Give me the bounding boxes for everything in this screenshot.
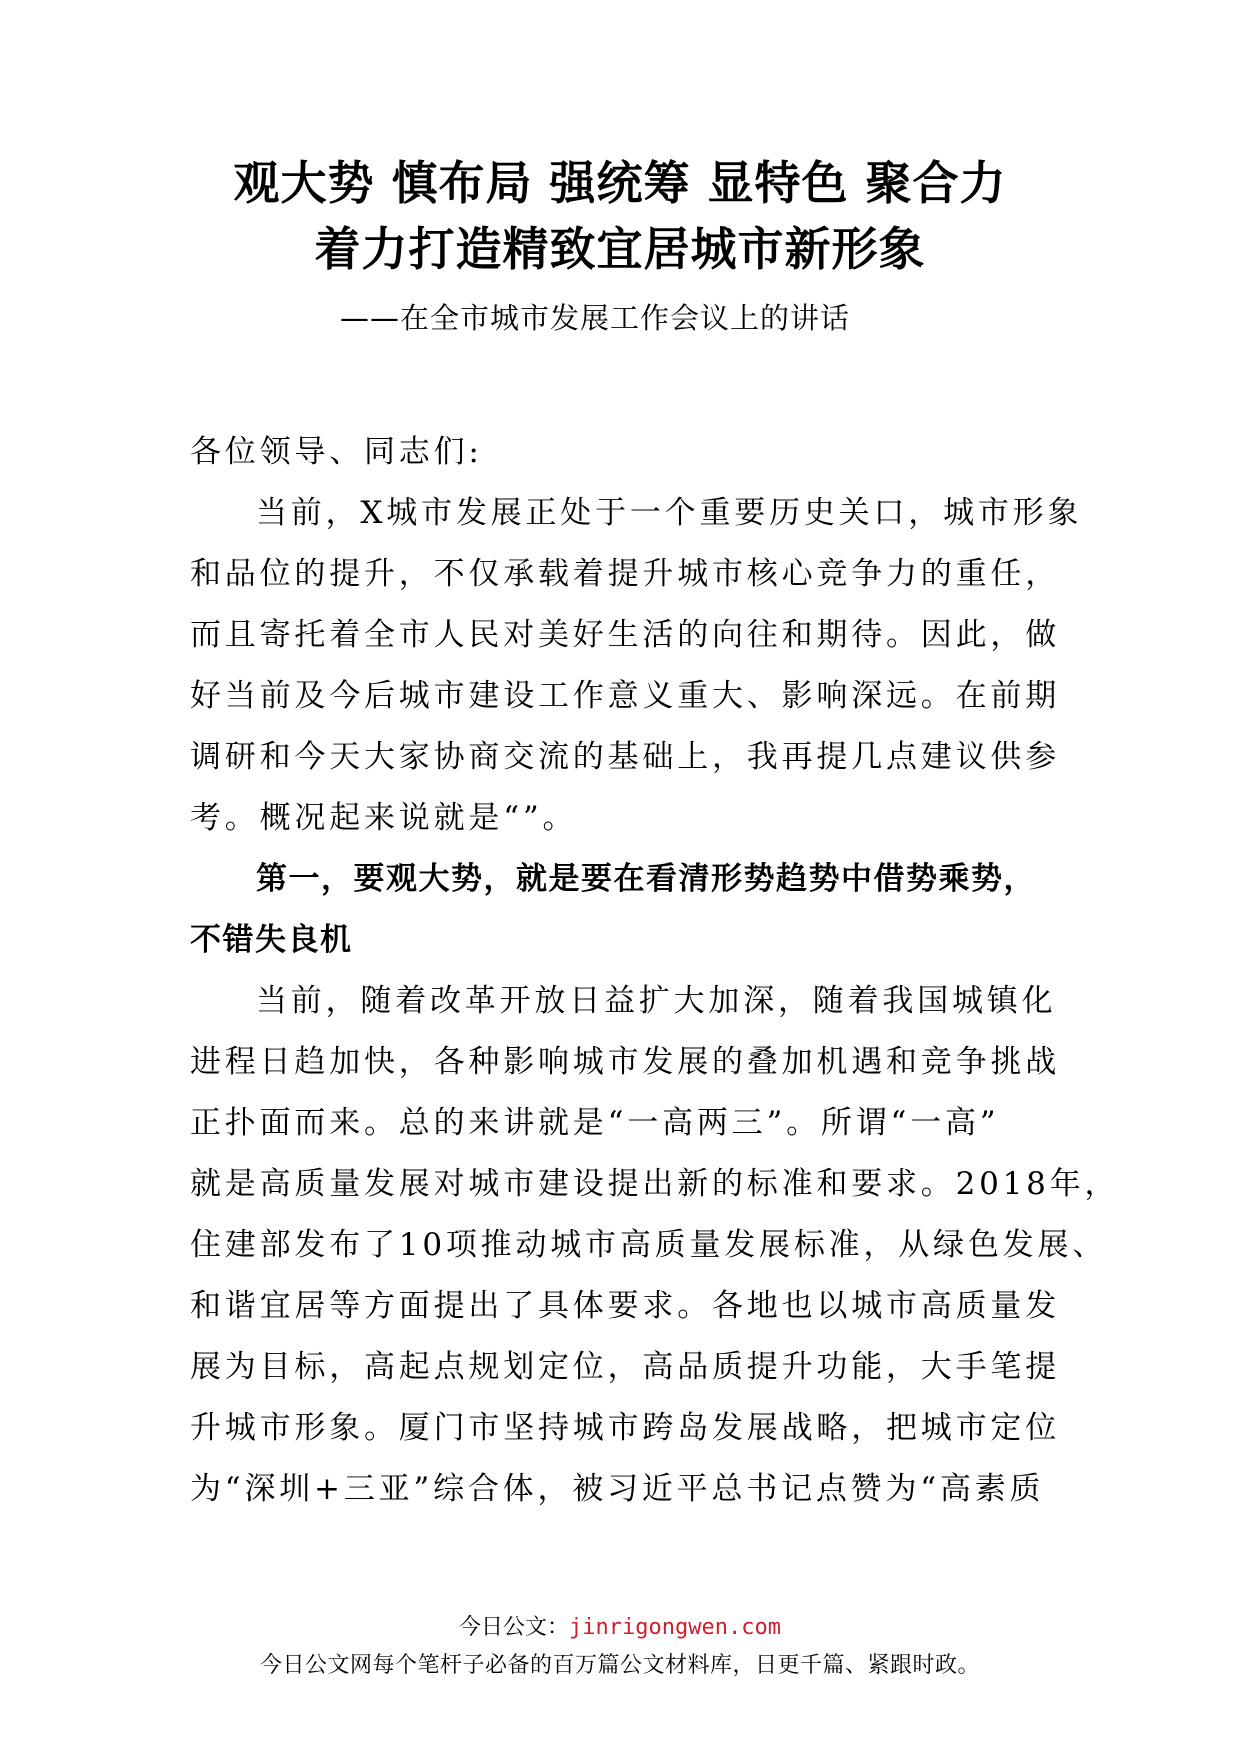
paragraph-2-line-7: 展为目标，高起点规划定位，高品质提升功能，大手笔提	[190, 1349, 1060, 1385]
speech-body	[190, 422, 1120, 1520]
footer-source	[0, 1610, 1240, 1641]
title-line-1: 观大势 慎布局 强统筹 显特色 聚合力	[233, 156, 1007, 210]
paragraph-1-line-1: 当前，X城市发展正处于一个重要历史关口，城市形象	[256, 495, 1083, 531]
paragraph-2-line-1: 当前，随着改革开放日益扩大加深，随着我国城镇化	[256, 983, 1057, 1019]
paragraph-1-line-4: 好当前及今后城市建设工作意义重大、影响深远。在前期	[190, 678, 1060, 714]
footer-slogan: 今日公文网每个笔杆子必备的百万篇公文材料库，日更千篇、紧跟时政。	[259, 1653, 980, 1678]
paragraph-2-line-2: 进程日趋加快，各种影响城市发展的叠加机遇和竞争挑战	[190, 1044, 1060, 1080]
paragraph-1-line-2: 和品位的提升，不仅承载着提升城市核心竞争力的重任，	[190, 556, 1060, 592]
paragraph-1-line-6: 考。概况起来说就是“”。	[190, 800, 578, 836]
title-line-2: 着力打造精致宜居城市新形象	[314, 222, 926, 276]
section-heading-line-1: 第一，要观大势，就是要在看清形势趋势中借势乘势，	[256, 861, 1036, 897]
section-heading-line-2: 不错失良机	[190, 922, 353, 958]
footer-source-label: 今日公文：	[459, 1615, 570, 1640]
paragraph-2-line-9: 为“深圳+三亚”综合体，被习近平总书记点赞为“高素质	[190, 1471, 1045, 1507]
paragraph-2-line-4: 就是高质量发展对城市建设提出新的标准和要求。2018年，	[190, 1166, 1120, 1202]
paragraph-2-line-3: 正扑面而来。总的来讲就是“一高两三”。所谓“一高”	[190, 1105, 1000, 1141]
subtitle: ——在全市城市发展工作会议上的讲话	[340, 301, 851, 335]
paragraph-1-line-5: 调研和今天大家协商交流的基础上，我再提几点建议供参	[190, 739, 1060, 775]
paragraph-2-line-6: 和谐宜居等方面提出了具体要求。各地也以城市高质量发	[190, 1288, 1060, 1324]
footer-site-link[interactable]: jinrigongwen.com	[569, 1615, 781, 1640]
paragraph-2-line-5: 住建部发布了10项推动城市高质量发展标准，从绿色发展、	[190, 1227, 1108, 1263]
salutation: 各位领导、同志们:	[190, 434, 483, 470]
paragraph-1-line-3: 而且寄托着全市人民对美好生活的向往和期待。因此，做	[190, 617, 1060, 653]
title-block	[0, 150, 1240, 282]
paragraph-2-line-8: 升城市形象。厦门市坚持城市跨岛发展战略，把城市定位	[190, 1410, 1060, 1446]
